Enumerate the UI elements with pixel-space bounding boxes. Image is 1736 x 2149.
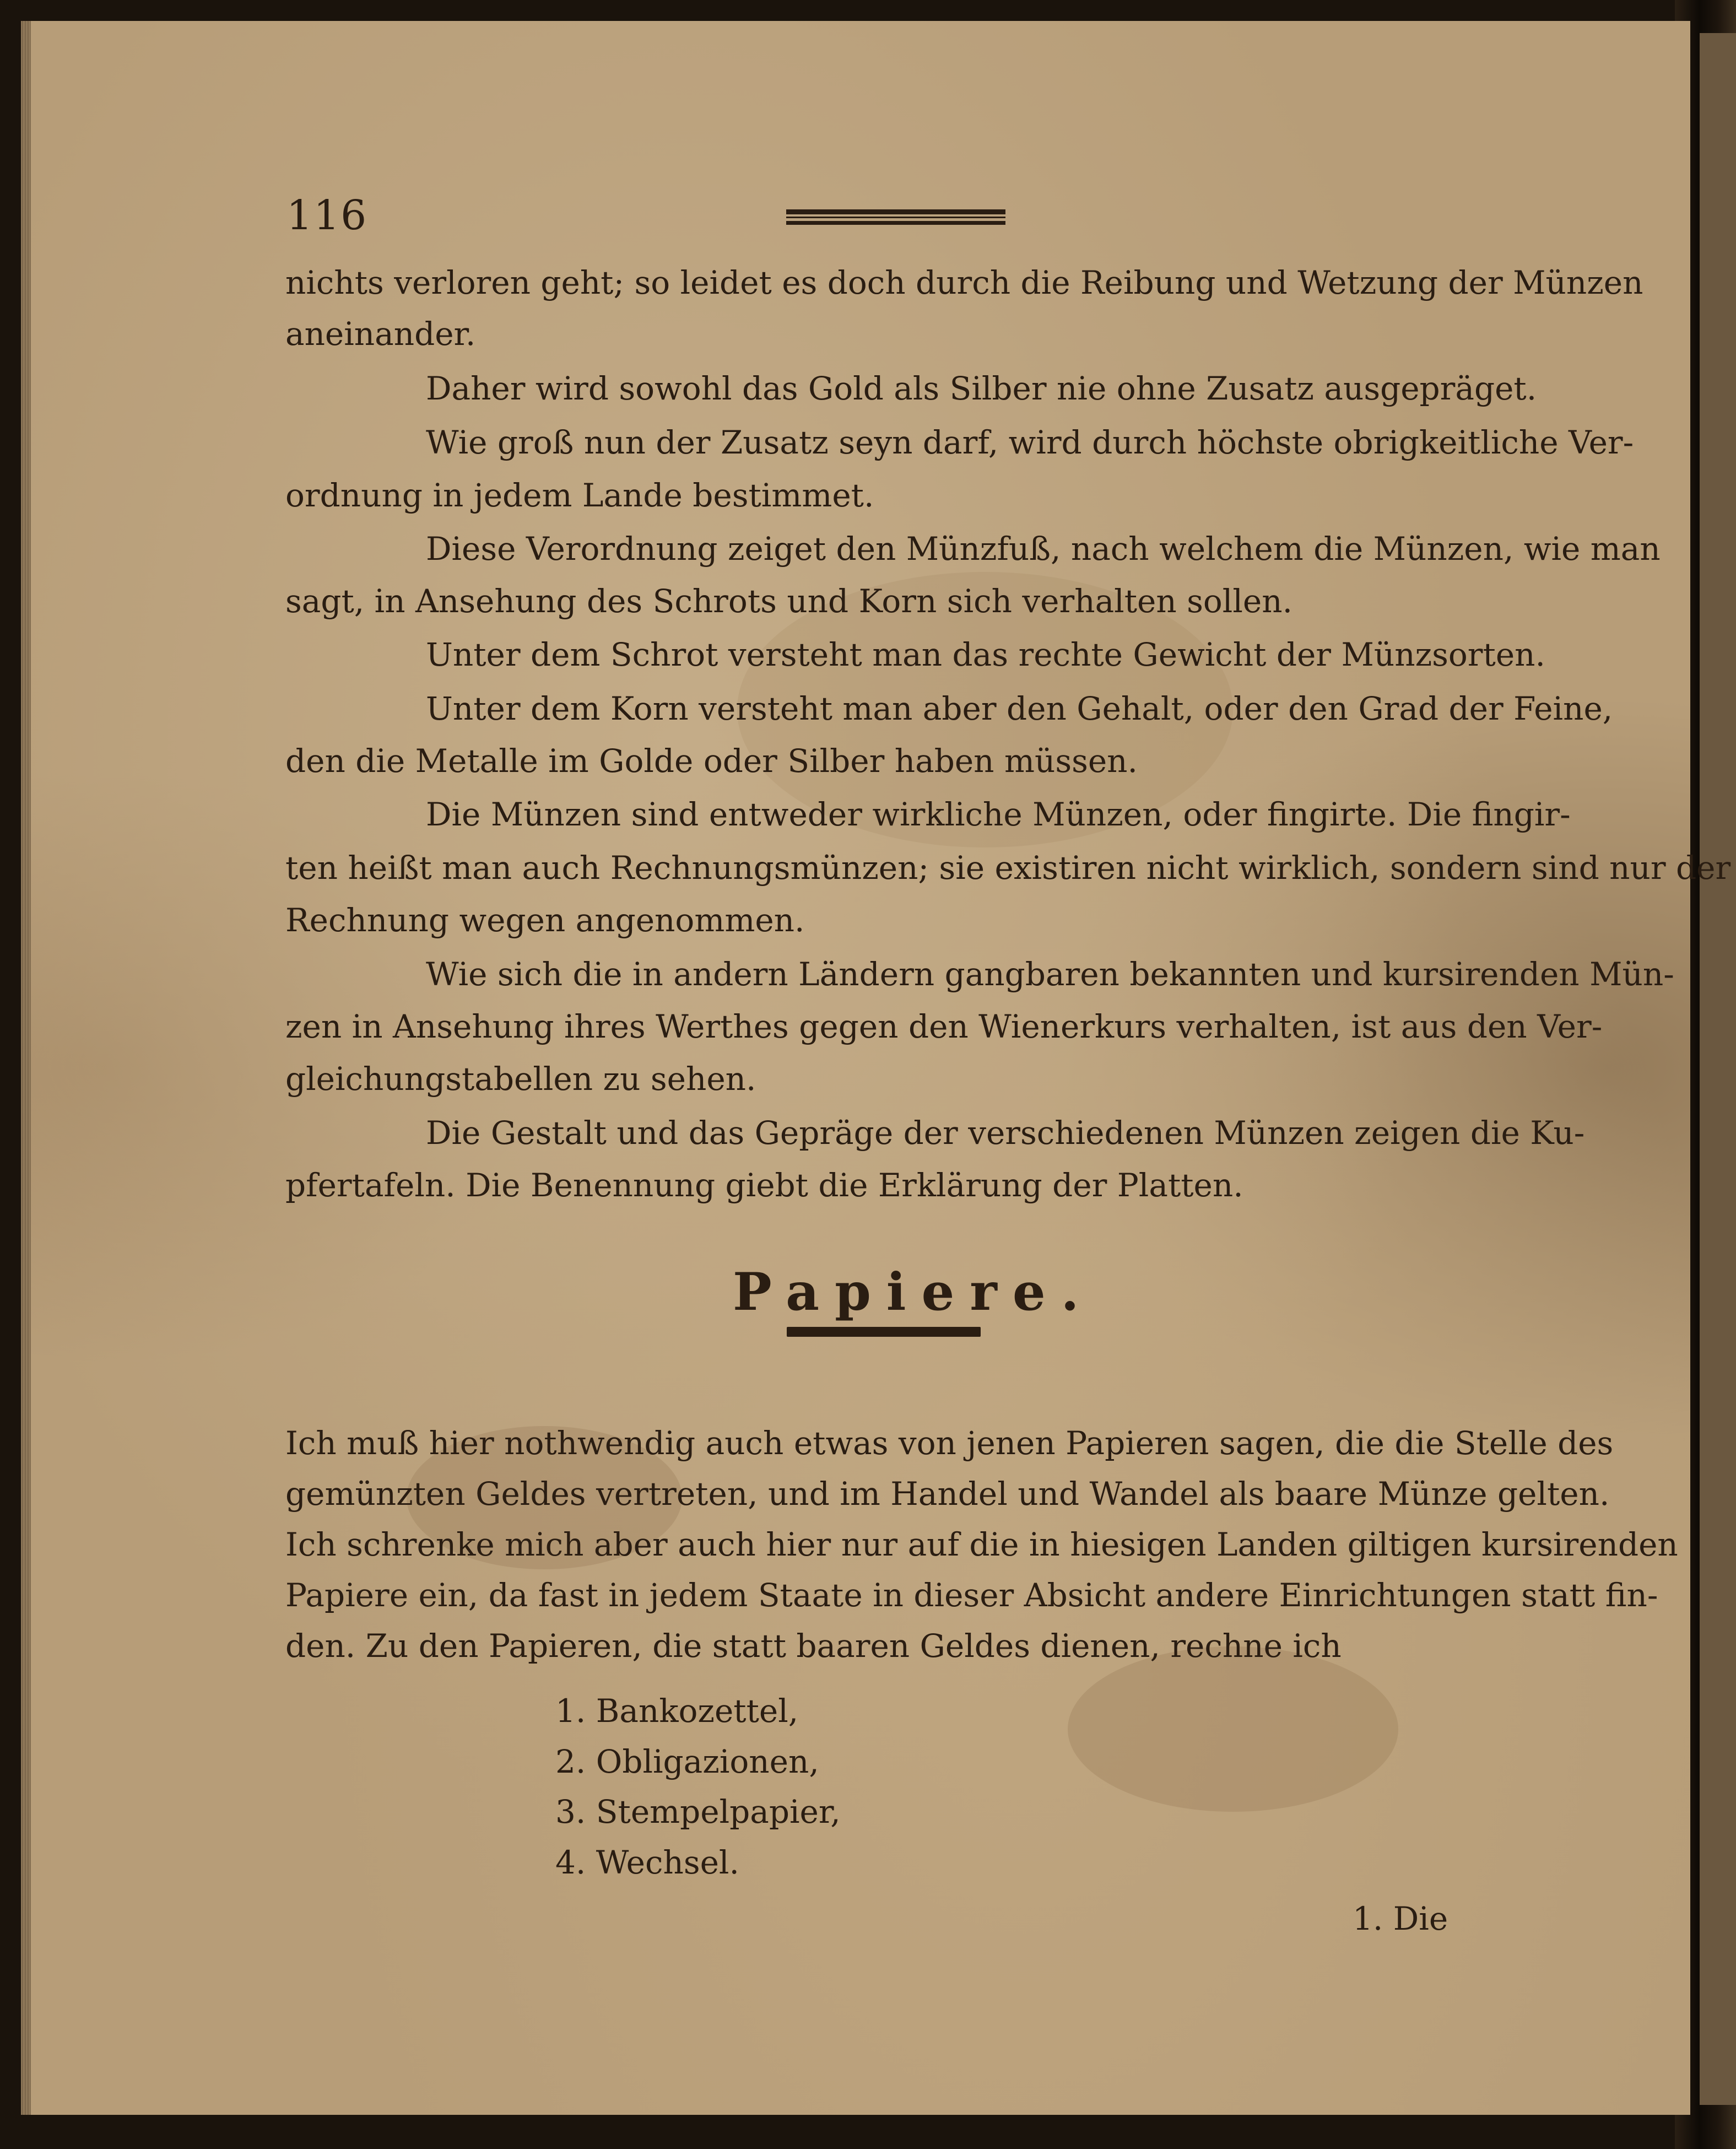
text-line: Wie sich die in andern Ländern gangbaren bekannten und kursirenden Mün- <box>426 955 1674 993</box>
text-line: Die Münzen sind entweder wirkliche Münzen, oder fingirte. Die fingir- <box>426 796 1571 833</box>
list-item: 4. Wechsel. <box>555 1844 739 1881</box>
text-line: nichts verloren geht; so leidet es doch durch die Reibung und Wetzung der Münzen <box>285 264 1643 301</box>
book-page <box>21 21 1690 2115</box>
list-item: 3. Stempelpapier, <box>555 1793 841 1831</box>
header-rule-inner <box>786 217 1005 218</box>
text-line: Rechnung wegen angenommen. <box>285 901 805 939</box>
text-line: sagt, in Ansehung des Schrots und Korn sich verhalten sollen. <box>285 582 1293 620</box>
text-line: aneinander. <box>285 315 476 353</box>
text-line: den die Metalle im Golde oder Silber haben müssen. <box>285 742 1138 780</box>
list-item: 1. Bankozettel, <box>555 1692 799 1730</box>
text-line: Unter dem Korn versteht man aber den Gehalt, oder den Grad der Feine, <box>426 690 1613 727</box>
text-line: Die Gestalt und das Gepräge der verschiedenen Münzen zeigen die Ku- <box>426 1114 1585 1152</box>
paper-stain <box>1068 1646 1398 1812</box>
text-line: Daher wird sowohl das Gold als Silber nie ohne Zusatz ausgepräget. <box>426 370 1537 407</box>
text-line: ordnung in jedem Lande bestimmet. <box>285 477 874 514</box>
text-line: ten heißt man auch Rechnungsmünzen; sie existiren nicht wirklich, sondern sind nur der <box>285 849 1731 887</box>
heading-rule <box>787 1327 981 1337</box>
adjacent-page-edge <box>1700 33 1736 2105</box>
text-line: gemünzten Geldes vertreten, und im Handel und Wandel als baare Münze gelten. <box>285 1475 1610 1513</box>
page-number: 116 <box>286 192 368 239</box>
text-line: Diese Verordnung zeiget den Münzfuß, nach welchem die Münzen, wie man <box>426 530 1661 568</box>
text-line: pfertafeln. Die Benennung giebt die Erklärung der Platten. <box>285 1167 1243 1204</box>
catchword: 1. Die <box>1353 1900 1448 1937</box>
text-line: Ich schrenke mich aber auch hier nur auf die in hiesigen Landen giltigen kursirenden <box>285 1526 1678 1563</box>
list-item: 2. Obligazionen, <box>555 1743 819 1780</box>
page-stack-edge <box>21 21 31 2115</box>
text-line: Unter dem Schrot versteht man das rechte Gewicht der Münzsorten. <box>426 636 1545 673</box>
text-line: Wie groß nun der Zusatz seyn darf, wird durch höchste obrigkeitliche Ver- <box>426 424 1634 461</box>
text-line: Ich muß hier nothwendig auch etwas von jenen Papieren sagen, die die Stelle des <box>285 1424 1614 1462</box>
text-line: den. Zu den Papieren, die statt baaren Geldes dienen, rechne ich <box>285 1627 1342 1665</box>
text-line: Papiere ein, da fast in jedem Staate in dieser Absicht andere Einrichtungen statt fin- <box>285 1576 1658 1614</box>
section-heading: Papiere. <box>733 1262 1095 1322</box>
text-line: zen in Ansehung ihres Werthes gegen den Wienerkurs verhalten, ist aus den Ver- <box>285 1008 1603 1045</box>
text-line: gleichungstabellen zu sehen. <box>285 1060 756 1098</box>
